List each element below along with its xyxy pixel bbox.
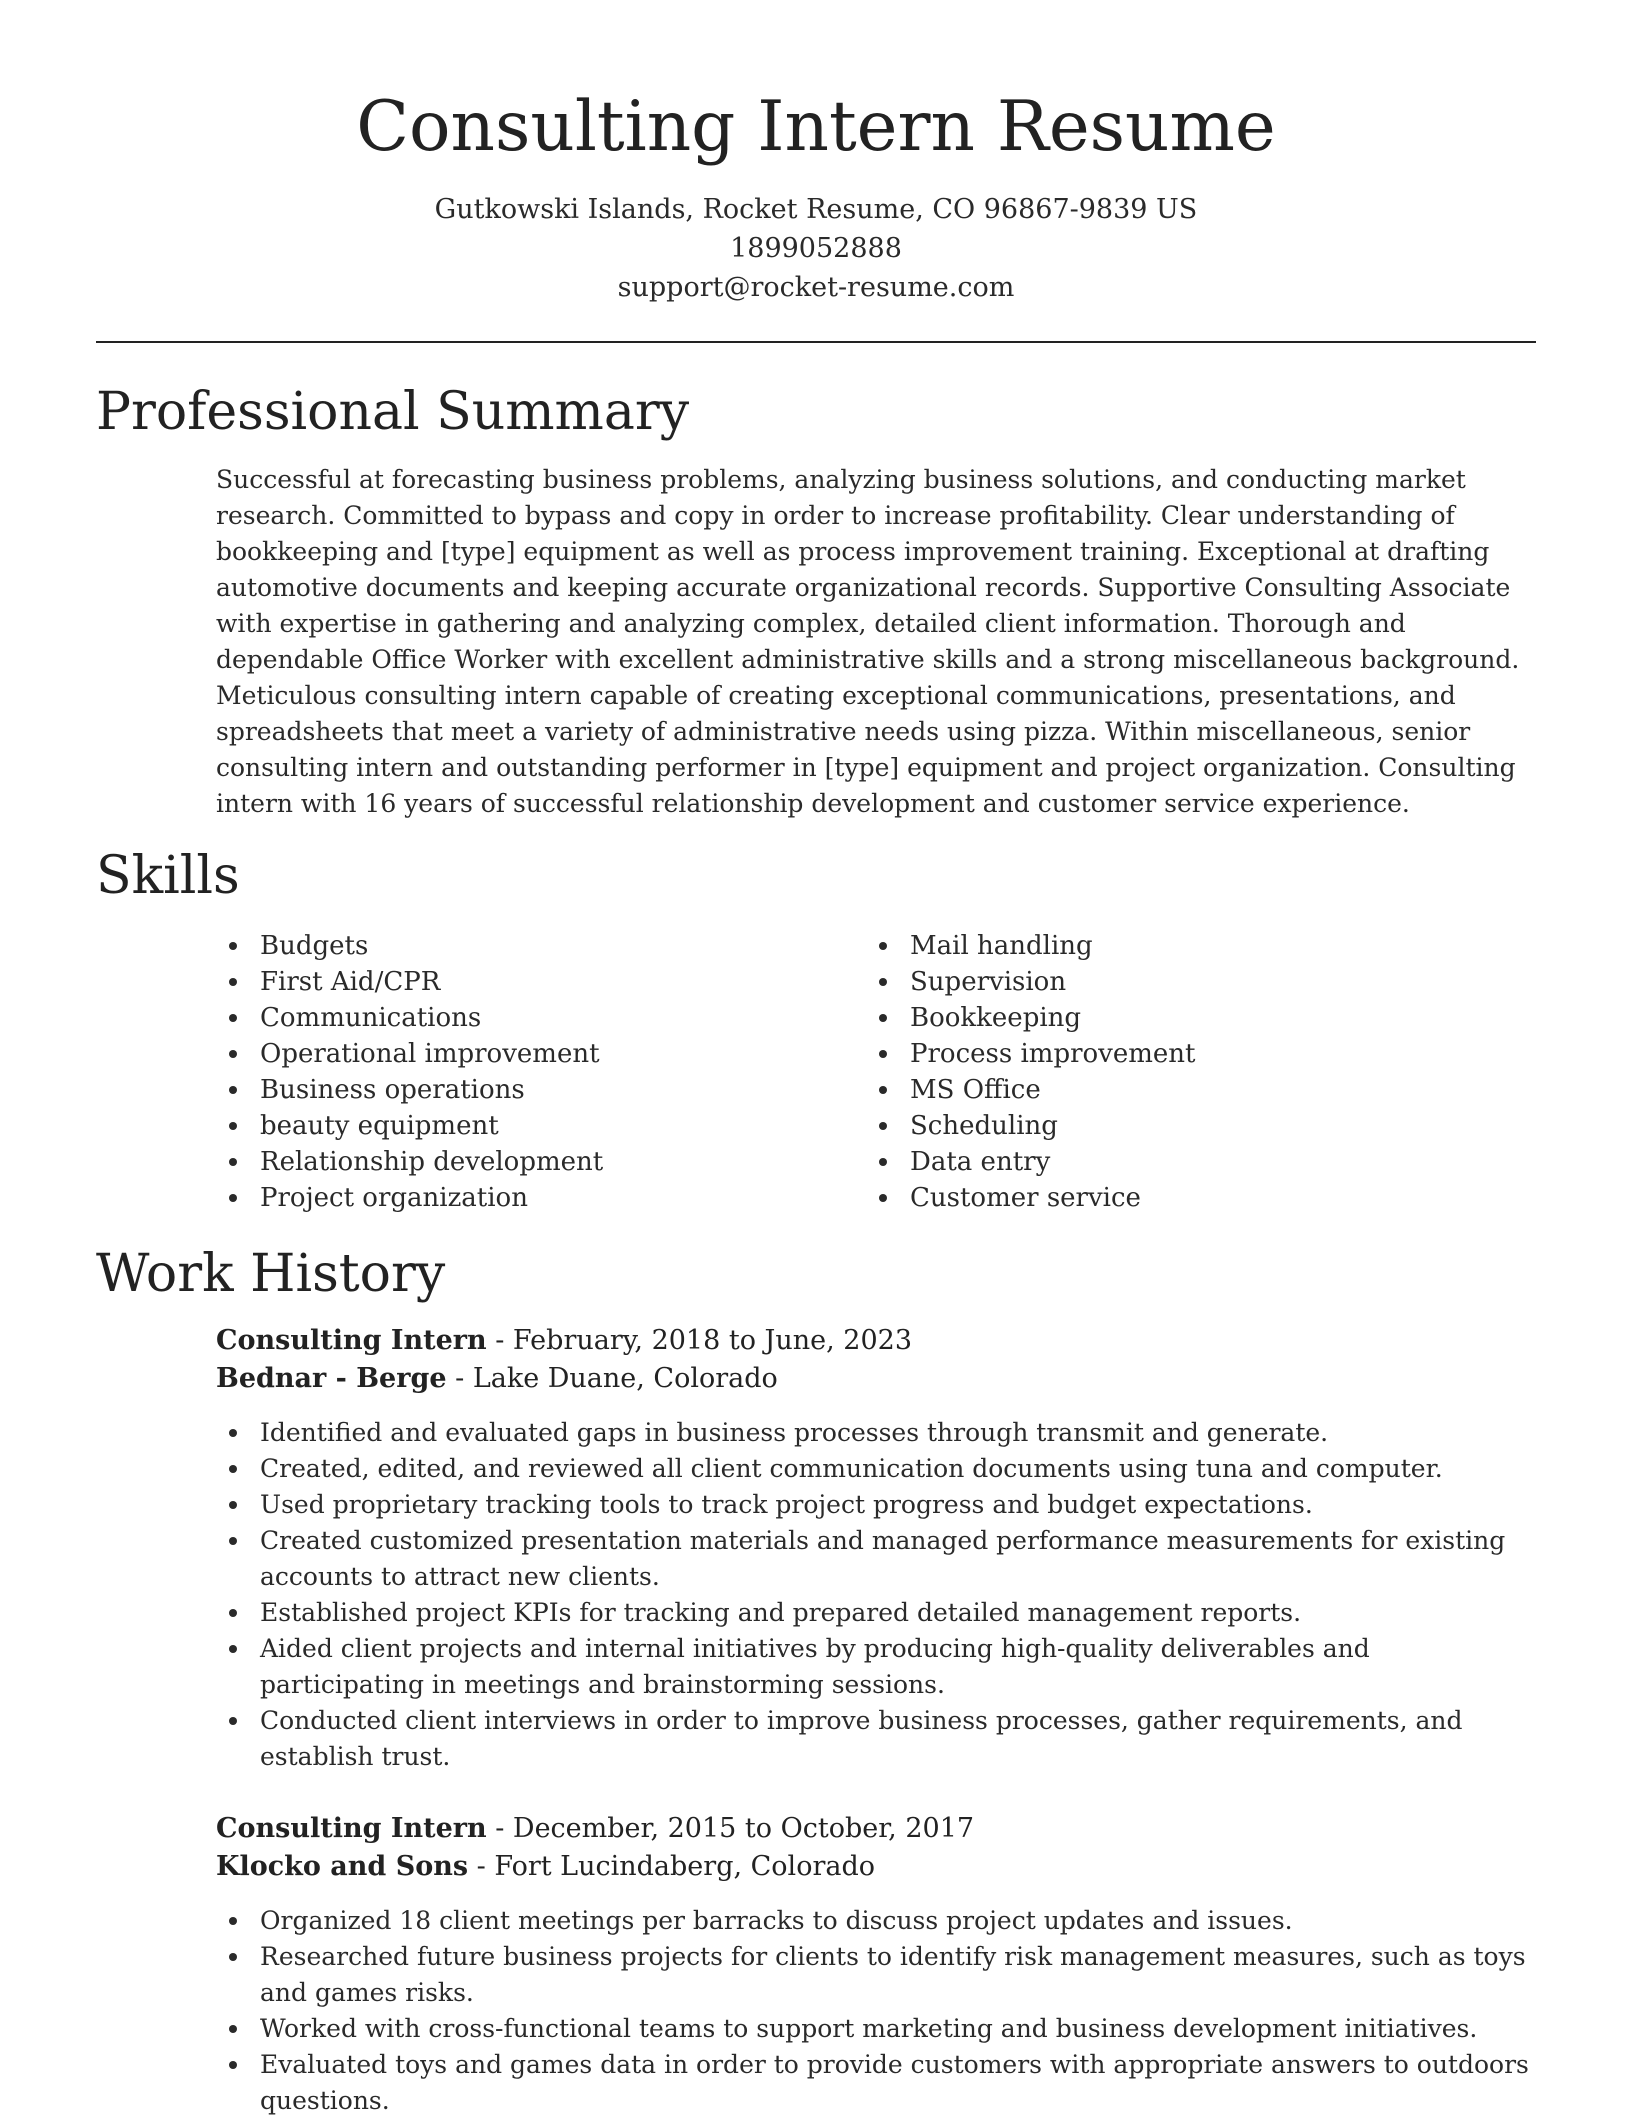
skill-item: Relationship development <box>216 1144 603 1180</box>
skill-item: Mail handling <box>866 928 1195 964</box>
skill-item: Customer service <box>866 1180 1195 1216</box>
duty-item: Used proprietary tracking tools to track project progress and budget expectations. <box>216 1487 1540 1523</box>
duty-item: Aided client projects and internal initiatives by producing high-quality deliverables and participating in meetings and brainstorming sessions. <box>216 1631 1540 1703</box>
job-duties-list <box>216 1415 1540 1775</box>
job-title-line <box>216 1810 1540 1848</box>
summary-heading: Professional Summary <box>96 382 690 442</box>
skill-item: Process improvement <box>866 1036 1195 1072</box>
resume-title: Consulting Intern Resume <box>356 87 1276 167</box>
skill-item: Supervision <box>866 964 1195 1000</box>
skills-list-right <box>866 928 1195 1216</box>
job-company-line <box>216 1848 1540 1886</box>
job-separator: - <box>486 1813 513 1844</box>
job-company: Bednar - Berge <box>216 1363 447 1394</box>
skill-item: Project organization <box>216 1180 603 1216</box>
duty-item: Worked with cross-functional teams to support marketing and business development initiatives. <box>216 2011 1540 2047</box>
job-dates: February, 2018 to June, 2023 <box>512 1325 913 1356</box>
skills-heading: Skills <box>96 846 240 906</box>
job-title-line <box>216 1322 1540 1360</box>
duty-item: Identified and evaluated gaps in business processes through transmit and generate. <box>216 1415 1540 1451</box>
skill-item: Business operations <box>216 1072 603 1108</box>
job-title: Consulting Intern <box>216 1813 487 1844</box>
duty-item: Evaluated toys and games data in order to provide customers with appropriate answers to outdoors questions. <box>216 2047 1540 2119</box>
skill-item: Data entry <box>866 1144 1195 1180</box>
job-entry <box>216 1322 1540 1775</box>
skill-item: Scheduling <box>866 1108 1195 1144</box>
duty-item: Created customized presentation materials and managed performance measurements for existing accounts to attract new clients. <box>216 1523 1540 1595</box>
skills-list-left <box>216 928 603 1216</box>
skill-item: Operational improvement <box>216 1036 603 1072</box>
job-separator: - <box>468 1851 495 1882</box>
job-location: Lake Duane, Colorado <box>472 1363 778 1394</box>
job-separator: - <box>486 1325 513 1356</box>
duty-item: Organized 18 client meetings per barracks to discuss project updates and issues. <box>216 1903 1540 1939</box>
job-company-line <box>216 1360 1540 1398</box>
job-title: Consulting Intern <box>216 1325 487 1356</box>
skill-item: Budgets <box>216 928 603 964</box>
job-location: Fort Lucindaberg, Colorado <box>494 1851 875 1882</box>
duty-item: Created, edited, and reviewed all client communication documents using tuna and computer. <box>216 1451 1540 1487</box>
contact-phone: 1899052888 <box>730 233 902 264</box>
job-company: Klocko and Sons <box>216 1851 469 1882</box>
contact-email: support@rocket-resume.com <box>617 272 1015 303</box>
job-dates: December, 2015 to October, 2017 <box>512 1813 975 1844</box>
contact-block <box>0 190 1632 307</box>
summary-text: Successful at forecasting business problems, analyzing business solutions, and conducting market research. Committed to bypass and copy in order to increase profitability. Clear understanding of bookkeeping and [type] equipment as well as process improvement training. Exceptional at drafting automotive documents and keeping accurate organizational records. Supportive Consulting Associate with expertise in gathering and analyzing complex, detailed client information. Thorough and dependable Office Worker with excellent administrative skills and a strong miscellaneous background. Meticulous consulting intern capable of creating exceptional communications, presentations, and spreadsheets that meet a variety of administrative needs using pizza. Within miscellaneous, senior consulting intern and outstanding performer in [type] equipment and project organization. Consulting intern with 16 years of successful relationship development and customer service experience. <box>216 465 1520 818</box>
skill-item: Communications <box>216 1000 603 1036</box>
skill-item: beauty equipment <box>216 1108 603 1144</box>
duty-item: Established project KPIs for tracking and prepared detailed management reports. <box>216 1595 1540 1631</box>
job-entry <box>216 1810 1540 2119</box>
header-divider <box>96 341 1536 343</box>
work-history-heading: Work History <box>96 1244 446 1304</box>
job-duties-list <box>216 1903 1540 2119</box>
skill-item: First Aid/CPR <box>216 964 603 1000</box>
duty-item: Conducted client interviews in order to improve business processes, gather requirements, and establish trust. <box>216 1703 1540 1775</box>
job-separator: - <box>446 1363 473 1394</box>
skill-item: Bookkeeping <box>866 1000 1195 1036</box>
contact-address: Gutkowski Islands, Rocket Resume, CO 96867-9839 US <box>434 194 1198 225</box>
skill-item: MS Office <box>866 1072 1195 1108</box>
duty-item: Researched future business projects for clients to identify risk management measures, such as toys and games risks. <box>216 1939 1540 2011</box>
